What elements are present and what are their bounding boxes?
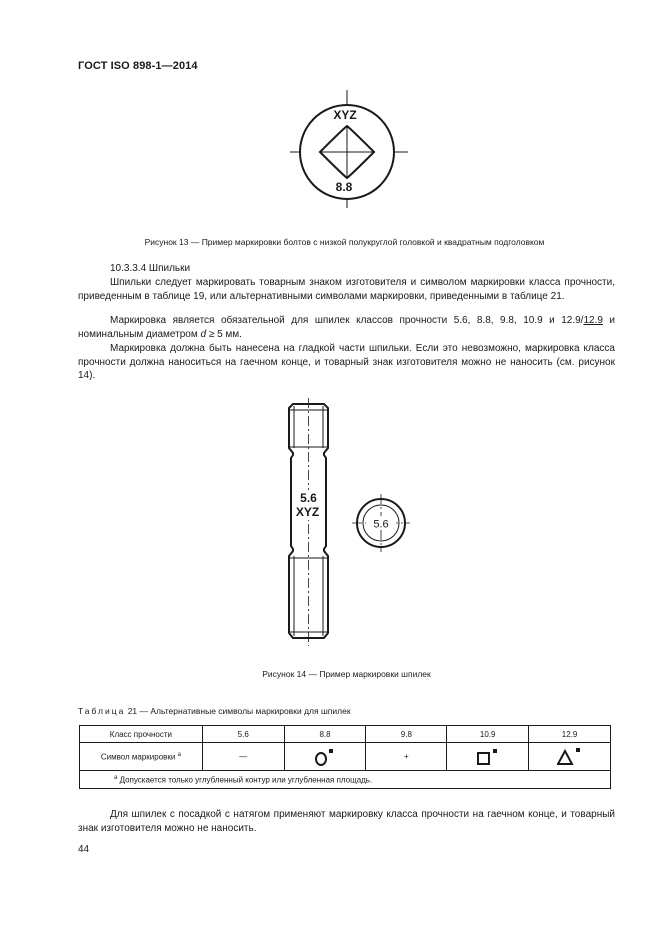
stud-mark-trademark: XYZ xyxy=(295,505,320,519)
row-label-class: Класс прочности xyxy=(80,726,203,743)
paragraph-2: Маркировка является обязательной для шпилек классов прочности 5.6, 8.8, 9.8, 10.9 и 12.9/12.9 и номинальным диаметром d ≥ 5 мм. xyxy=(78,315,615,340)
symbol-cell xyxy=(447,743,529,771)
stud-mark-class: 5.6 xyxy=(300,491,317,505)
paragraph-3: Маркировка должна быть нанесена на гладкой части шпильки. Если это невозможно, маркировка класса прочности должна наноситься на гаечном конце, и товарный знак изготовителя можно не наносить (см. рисунок 14). xyxy=(78,343,615,381)
class-cell: 10.9 xyxy=(447,726,529,743)
row-label-symbol: Символ маркировки $^a$ xyxy=(80,743,203,771)
section-heading: 10.3.3.4 Шпильки xyxy=(110,263,191,274)
class-cell: 5.6 xyxy=(202,726,284,743)
triangle-icon xyxy=(557,747,583,767)
plus-icon: + xyxy=(404,752,409,761)
class-cell: 8.8 xyxy=(284,726,366,743)
figure-14-stud xyxy=(270,398,415,648)
symbol-cell xyxy=(529,743,611,771)
circle-icon xyxy=(314,748,336,766)
symbol-cell xyxy=(284,743,366,771)
figure-14-caption: Рисунок 14 — Пример маркировки шпилек xyxy=(262,669,431,679)
dash-icon: — xyxy=(239,752,248,761)
symbol-cell xyxy=(202,743,284,771)
paragraph-1: Шпильки следует маркировать товарным знаком изготовителя и символом маркировки класса прочности, приведенным в таблице 19, или альтернативными символами маркировки, приведенными в таблице 21. xyxy=(78,277,615,302)
figure-13-bolt-head xyxy=(290,90,410,210)
stud-end-label: 5.6 xyxy=(373,518,389,531)
symbol-cell xyxy=(366,743,447,771)
document-header: ГОСТ ISO 898-1—2014 xyxy=(78,60,198,72)
table-21 xyxy=(79,725,611,789)
square-icon xyxy=(476,748,500,766)
table-21-title: Таблица 21 — Альтернативные символы маркировки для шпилек xyxy=(78,706,351,716)
page-number: 44 xyxy=(78,844,90,855)
table-footnote: $^a$ Допускается только углубленный контур или углубленная площадь. xyxy=(80,771,611,789)
figure-13-top-label: XYZ xyxy=(333,108,357,122)
closing-paragraph: Для шпилек с посадкой с натягом применяют маркировку класса прочности на гаечном конце, и товарный знак изготовителя можно не наносить. xyxy=(78,809,615,834)
table-row-symbols xyxy=(80,743,611,771)
figure-13-caption: Рисунок 13 — Пример маркировки болтов с низкой полукруглой головкой и квадратным подголовком xyxy=(144,237,545,247)
class-cell: 9.8 xyxy=(366,726,447,743)
underlined-class: 12.9 xyxy=(583,315,603,326)
class-cell: 12.9 xyxy=(529,726,611,743)
table-row-footnote xyxy=(80,771,611,789)
table-row-classes xyxy=(80,726,611,743)
figure-13-bottom-label: 8.8 xyxy=(335,180,353,194)
diameter-symbol: d xyxy=(200,328,207,340)
